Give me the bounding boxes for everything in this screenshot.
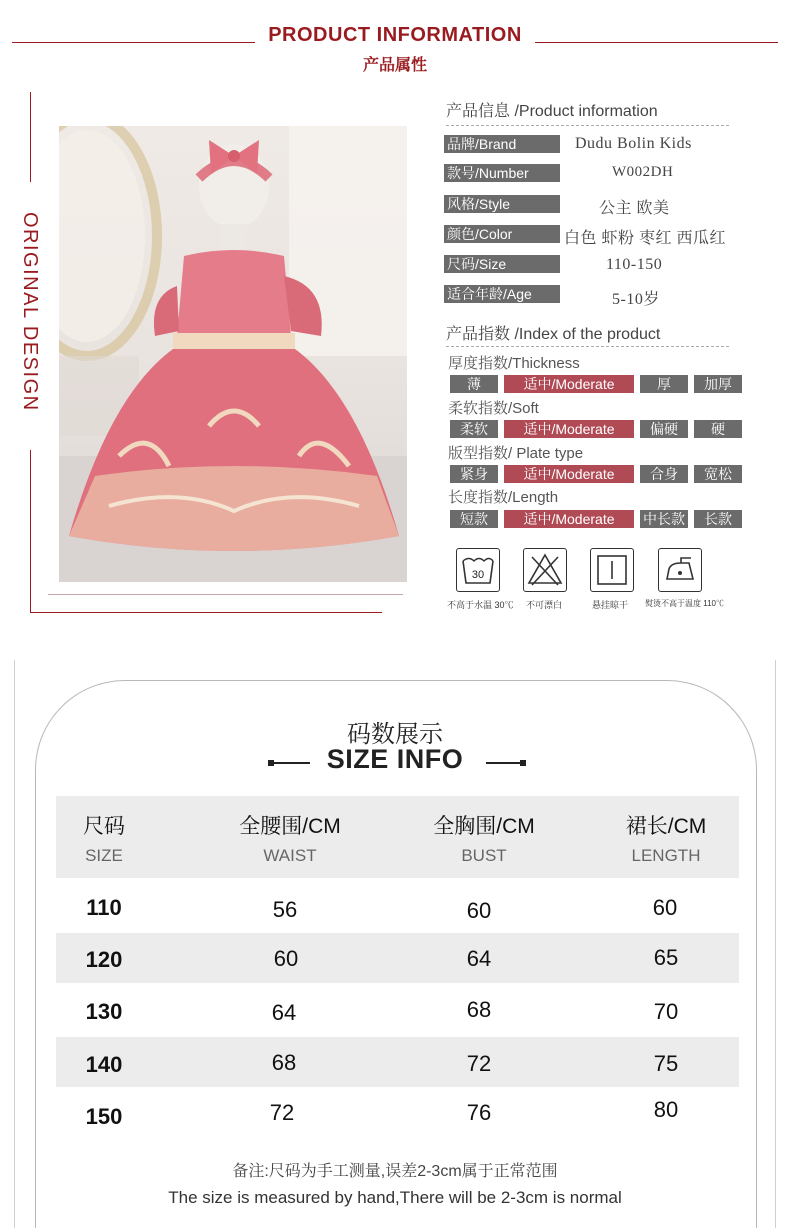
table-cell-bust: 68 <box>466 997 492 1022</box>
index-caption-thickness: 厚度指数/Thickness <box>448 355 580 372</box>
label-brand: 品牌/Brand <box>444 135 560 153</box>
index-caption-length: 长度指数/Length <box>448 489 559 506</box>
table-cell-size: 140 <box>85 1052 123 1077</box>
value-brand: Dudu Bolin Kids <box>575 135 692 152</box>
table-cell-size: 150 <box>85 1104 123 1129</box>
no-bleach-icon <box>523 548 567 592</box>
table-cell-waist: 68 <box>271 1050 297 1075</box>
value-number: W002DH <box>612 164 674 180</box>
table-cell-bust: 76 <box>466 1100 492 1125</box>
label-style: 风格/Style <box>444 195 560 213</box>
table-cell-bust: 64 <box>466 946 492 971</box>
col-waist-cn: 全腰围/CM <box>239 815 341 838</box>
wash-caption: 不高于水温 30℃ <box>447 600 514 610</box>
frame-line-base <box>30 612 382 613</box>
chip-length-long: 长款 <box>694 510 742 528</box>
chip-plate-fit: 合身 <box>640 465 688 483</box>
table-cell-bust: 72 <box>466 1051 492 1076</box>
table-cell-waist: 64 <box>271 1000 297 1025</box>
col-length-en: LENGTH <box>631 846 701 865</box>
label-number: 款号/Number <box>444 164 560 182</box>
size-title-cn: 码数展示 <box>347 721 443 748</box>
section-title: PRODUCT INFORMATION <box>268 24 522 46</box>
value-age: 5-10岁 <box>612 291 660 308</box>
table-cell-length: 65 <box>653 945 679 970</box>
frame-line-top <box>30 92 31 182</box>
iron-caption: 熨烫不高于温度 110℃ <box>645 599 724 608</box>
chip-soft-soft: 柔软 <box>450 420 498 438</box>
table-cell-waist: 72 <box>269 1100 295 1125</box>
chip-thickness-thin: 薄 <box>450 375 498 393</box>
size-note-en: The size is measured by hand,There will be 2-3cm is normal <box>168 1188 622 1207</box>
section-subtitle: 产品属性 <box>362 57 427 74</box>
frame-line-inner <box>48 594 403 595</box>
col-waist-en: WAIST <box>263 846 317 865</box>
label-color: 颜色/Color <box>444 225 560 243</box>
index-caption-soft: 柔软指数/Soft <box>448 400 539 417</box>
table-cell-length: 80 <box>653 1097 679 1122</box>
col-length-cn: 裙长/CM <box>625 815 707 838</box>
col-bust-en: BUST <box>461 846 507 865</box>
size-note-cn: 备注:尺码为手工测量,误差2-3cm属于正常范围 <box>232 1163 558 1180</box>
label-age: 适合年龄/Age <box>444 285 560 303</box>
size-title-en: SIZE INFO <box>326 744 464 774</box>
table-cell-length: 75 <box>653 1051 679 1076</box>
col-size-en: SIZE <box>85 846 123 865</box>
chip-thickness-moderate: 适中/Moderate <box>504 375 634 393</box>
value-color: 白色 虾粉 枣红 西瓜红 <box>564 230 727 247</box>
chip-plate-tight: 紧身 <box>450 465 498 483</box>
chip-thickness-extra: 加厚 <box>694 375 742 393</box>
divider <box>446 346 729 347</box>
dress-illustration <box>59 126 407 582</box>
label-size: 尺码/Size <box>444 255 560 273</box>
deco-dot-right <box>520 760 526 766</box>
divider <box>446 125 729 126</box>
chip-soft-hard: 硬 <box>694 420 742 438</box>
chip-plate-loose: 宽松 <box>694 465 742 483</box>
table-cell-size: 130 <box>85 999 123 1024</box>
chip-thickness-thick: 厚 <box>640 375 688 393</box>
table-cell-bust: 60 <box>466 898 492 923</box>
chip-length-short: 短款 <box>450 510 498 528</box>
index-caption-plate: 版型指数/ Plate type <box>448 445 584 462</box>
chip-length-moderate: 适中/Moderate <box>504 510 634 528</box>
hang-dry-icon <box>590 548 634 592</box>
wash-temp-text: 30 <box>471 569 485 581</box>
table-cell-size: 110 <box>86 895 122 920</box>
table-cell-length: 60 <box>652 895 678 920</box>
deco-line-right <box>486 762 524 764</box>
bleach-caption: 不可漂白 <box>526 600 563 610</box>
product-photo <box>59 126 407 582</box>
chip-length-midlong: 中长款 <box>640 510 688 528</box>
table-cell-waist: 60 <box>273 946 299 971</box>
product-index-title: 产品指数 /Index of the product <box>446 326 661 343</box>
col-size-cn: 尺码 <box>83 815 125 838</box>
value-style: 公主 欧美 <box>599 200 670 217</box>
product-info-title: 产品信息 /Product information <box>446 103 658 120</box>
chip-soft-moderate: 适中/Moderate <box>504 420 634 438</box>
value-size: 110-150 <box>606 256 663 273</box>
table-cell-waist: 56 <box>272 897 298 922</box>
dry-caption: 悬挂晾干 <box>592 600 629 610</box>
iron-icon <box>658 548 702 592</box>
table-cell-size: 120 <box>85 947 123 972</box>
table-cell-length: 70 <box>653 999 679 1024</box>
frame-line-bottom <box>30 450 31 613</box>
wash-30-icon <box>456 548 500 592</box>
chip-soft-firm: 偏硬 <box>640 420 688 438</box>
col-bust-cn: 全胸围/CM <box>433 815 535 838</box>
side-label: ORIGINAL DESIGN <box>19 212 41 412</box>
chip-plate-moderate: 适中/Moderate <box>504 465 634 483</box>
